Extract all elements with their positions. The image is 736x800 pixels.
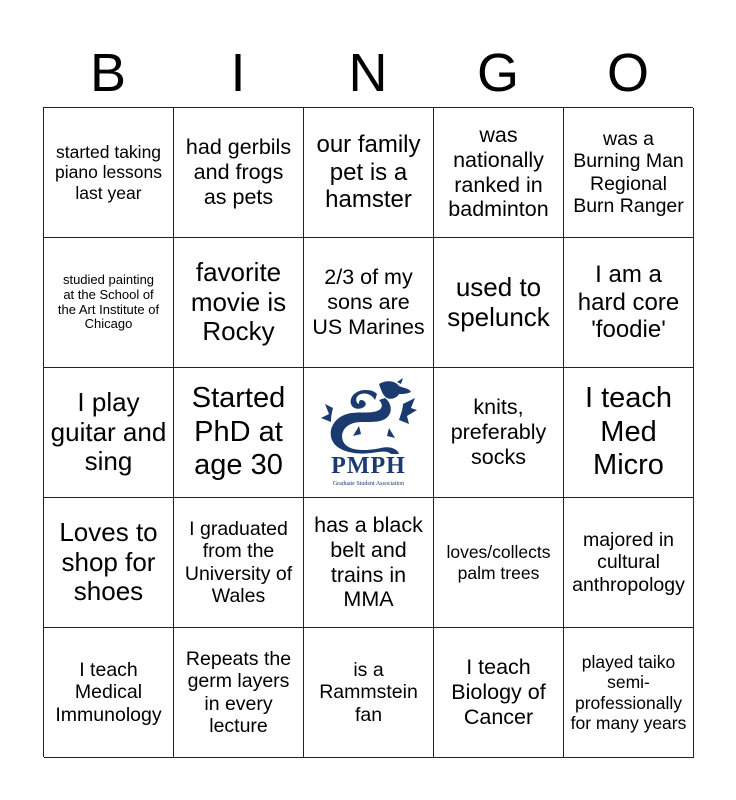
cell-text: has a black belt and trains in MMA [314, 513, 423, 612]
cell-text: I play guitar and sing [50, 386, 167, 477]
cell-text: loves/collects palm trees [446, 542, 551, 583]
bingo-cell[interactable] [174, 628, 304, 758]
bingo-cell[interactable] [304, 238, 434, 368]
cell-text: Loves to shop for shoes [59, 516, 158, 607]
bingo-cell[interactable] [304, 108, 434, 238]
header-letter-b: B [89, 43, 127, 103]
bingo-cell[interactable] [174, 498, 304, 628]
header-letter-o: O [606, 43, 649, 103]
cell-text: studied painting at the School of the Art Institute of Chicago [57, 271, 160, 332]
free-space-cell[interactable] [304, 368, 434, 498]
bingo-cell[interactable] [174, 108, 304, 238]
cell-text: our family pet is a hamster [316, 131, 421, 214]
bingo-cell[interactable] [434, 238, 564, 368]
header-letter-n: N [348, 43, 388, 103]
cell-text: 2/3 of my sons are US Marines [312, 265, 425, 339]
cell-text: majored in cultural anthropology [572, 528, 685, 596]
header-letter-g: G [476, 43, 519, 103]
bingo-cell[interactable] [564, 628, 694, 758]
cell-text: started taking piano lessons last year [54, 142, 163, 203]
bingo-cell[interactable] [304, 628, 434, 758]
cell-text: I teach Biology of Cancer [451, 655, 546, 729]
bingo-cell[interactable] [44, 368, 174, 498]
cell-text: knits, preferably socks [450, 395, 547, 469]
logo-subtext: Graduate Student Association [332, 480, 405, 487]
cell-text: was nationally ranked in badminton [448, 123, 549, 222]
bingo-cell[interactable] [434, 498, 564, 628]
cell-text: favorite movie is Rocky [190, 256, 287, 347]
pmph-logo [319, 378, 419, 488]
bingo-cell[interactable] [44, 498, 174, 628]
bingo-cell[interactable] [304, 498, 434, 628]
bingo-cell[interactable] [564, 108, 694, 238]
dragon-logo-icon [319, 378, 419, 456]
cell-text: played taiko semi-professionally for many years [570, 652, 687, 733]
bingo-grid [43, 107, 693, 757]
cell-text: is a Rammstein fan [319, 658, 418, 726]
cell-text: used to spelunck [447, 271, 550, 332]
cell-text: I teach Medical Immunology [55, 658, 162, 726]
cell-text: Started PhD at age 30 [191, 382, 286, 482]
bingo-cell[interactable] [564, 498, 694, 628]
bingo-cell[interactable] [174, 368, 304, 498]
cell-text: I graduated from the University of Wales [184, 517, 293, 607]
bingo-cell[interactable] [564, 238, 694, 368]
bingo-cell[interactable] [44, 238, 174, 368]
bingo-cell[interactable] [564, 368, 694, 498]
cell-text: I teach Med Micro [584, 382, 673, 482]
bingo-cell[interactable] [434, 628, 564, 758]
cell-text: I am a hard core 'foodie' [577, 261, 680, 344]
bingo-header [43, 42, 693, 104]
cell-text: Repeats the germ layers in every lecture [185, 647, 292, 737]
logo-text: PMPH [331, 452, 406, 479]
bingo-cell[interactable] [44, 628, 174, 758]
cell-text: was a Burning Man Regional Burn Ranger [573, 127, 684, 217]
bingo-cell[interactable] [434, 368, 564, 498]
header-letter-i: I [230, 43, 246, 103]
cell-text: had gerbils and frogs as pets [185, 135, 292, 209]
bingo-cell[interactable] [174, 238, 304, 368]
bingo-cell[interactable] [44, 108, 174, 238]
bingo-cell[interactable] [434, 108, 564, 238]
